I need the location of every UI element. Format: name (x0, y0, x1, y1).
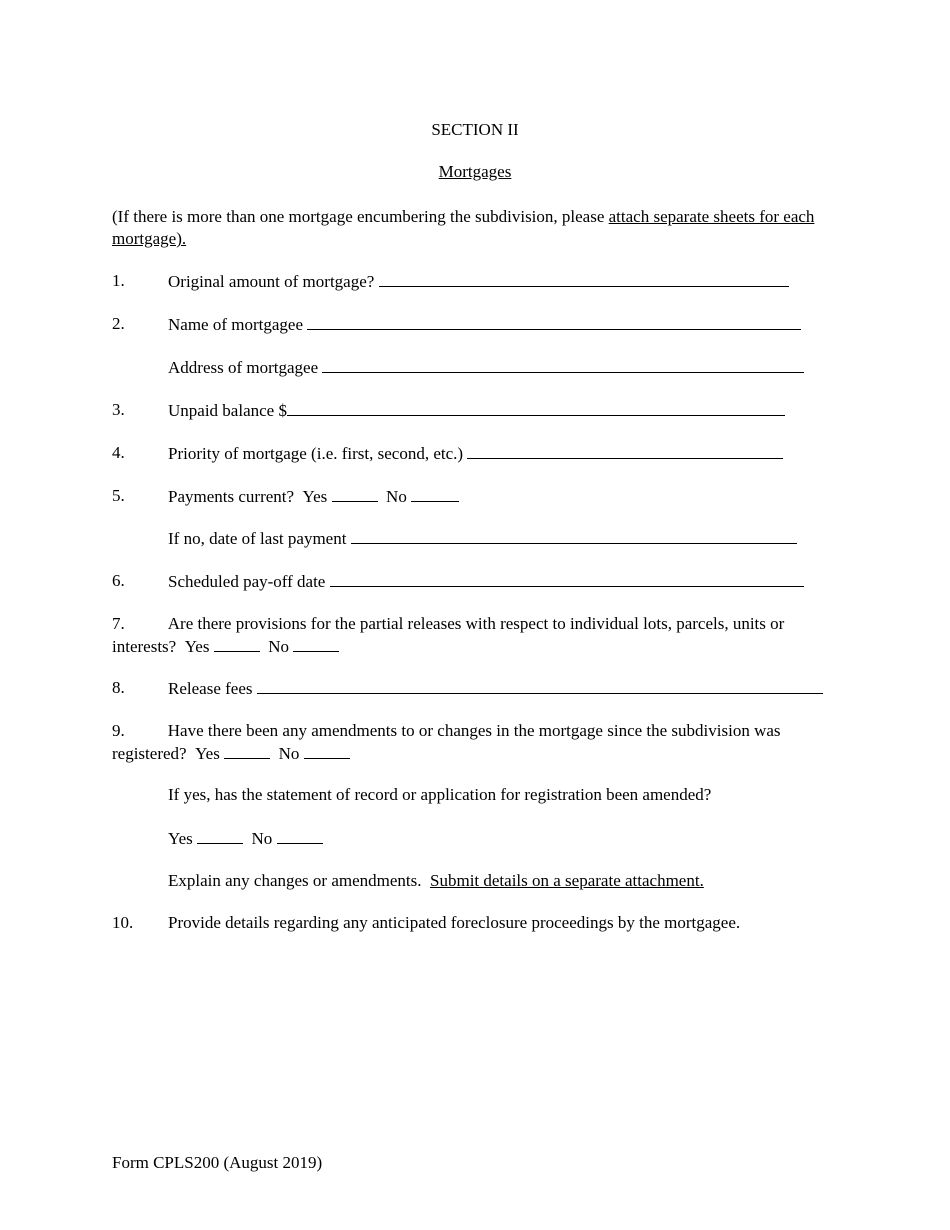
item-8-label: Release fees (168, 677, 823, 700)
item-6-label: Scheduled pay-off date (168, 570, 804, 593)
address-label: Address of mortgagee (168, 358, 319, 377)
item-7-number: 7. (112, 614, 125, 633)
record-amended-yes-label: Yes (168, 829, 193, 848)
item-5-label: Payments current? Yes No (168, 485, 459, 508)
intro-text: (If there is more than one mortgage encumbering the subdivision, please (112, 207, 609, 226)
item-9-sub3 (168, 870, 704, 892)
partial-release-no-field[interactable] (293, 635, 339, 652)
payments-no-field[interactable] (411, 485, 459, 502)
item-7-yes-label: Yes (184, 637, 210, 656)
item-1-number: 1. (112, 271, 125, 290)
submit-details-text: Submit details on a separate attachment. (430, 871, 704, 890)
release-fees-field[interactable] (257, 677, 823, 694)
item-3-number: 3. (112, 400, 125, 419)
item-2-number: 2. (112, 314, 125, 333)
intro-underlined-text: attach separate sheets for each mortgage). (112, 207, 815, 248)
item-9-number: 9. (112, 721, 125, 740)
form-footer: Form CPLS200 (August 2019) (112, 1153, 323, 1172)
item-10-number: 10. (112, 913, 134, 932)
priority-field[interactable] (467, 442, 783, 459)
payoff-date-field[interactable] (330, 570, 804, 587)
item-9-no-label: No (278, 744, 300, 763)
subheading-text: Mortgages (438, 162, 512, 181)
intro-paragraph (112, 206, 832, 250)
last-payment-label: If no, date of last payment (168, 529, 347, 548)
item-9 (112, 720, 812, 765)
item-5-number: 5. (112, 486, 125, 505)
item-10-label: Provide details regarding any anticipated foreclosure proceedings by the mortgagee. (168, 913, 741, 932)
item-9-yes-label: Yes (195, 744, 220, 763)
payments-yes-field[interactable] (332, 485, 378, 502)
item-7 (112, 613, 827, 658)
unpaid-balance-field[interactable] (287, 399, 785, 416)
item-6-number: 6. (112, 571, 125, 590)
section-subheading (0, 162, 950, 182)
item-9-sub2 (168, 827, 323, 850)
item-8-number: 8. (112, 678, 125, 697)
record-amended-yes-field[interactable] (197, 827, 243, 844)
item-4-number: 4. (112, 443, 125, 462)
item-9-sub1: If yes, has the statement of record or application for registration been amended? (168, 785, 712, 804)
section-heading: SECTION II (431, 120, 519, 139)
item-3-label: Unpaid balance $ (168, 399, 785, 422)
item-9-text: Have there been any amendments to or changes in the mortgage since the subdivision was registered? (112, 721, 781, 763)
last-payment-date-field[interactable] (351, 527, 797, 544)
partial-release-yes-field[interactable] (214, 635, 260, 652)
item-2-label: Name of mortgagee (168, 313, 801, 336)
mortgagee-address-field[interactable] (322, 356, 804, 373)
explain-text: Explain any changes or amendments. (168, 871, 422, 890)
item-2-address (168, 356, 804, 379)
item-1-label: Original amount of mortgage? (168, 270, 789, 293)
mortgagee-name-field[interactable] (307, 313, 801, 330)
item-7-text: Are there provisions for the partial releases with respect to individual lots, parcels, units or interests? (112, 614, 785, 656)
original-amount-field[interactable] (379, 270, 789, 287)
record-amended-no-field[interactable] (277, 827, 323, 844)
item-7-no-label: No (268, 637, 289, 656)
amendments-no-field[interactable] (304, 742, 350, 759)
record-amended-no-label: No (251, 829, 273, 848)
item-5-last-payment (168, 527, 797, 550)
item-4-label: Priority of mortgage (i.e. first, second, etc.) (168, 442, 783, 465)
amendments-yes-field[interactable] (224, 742, 270, 759)
